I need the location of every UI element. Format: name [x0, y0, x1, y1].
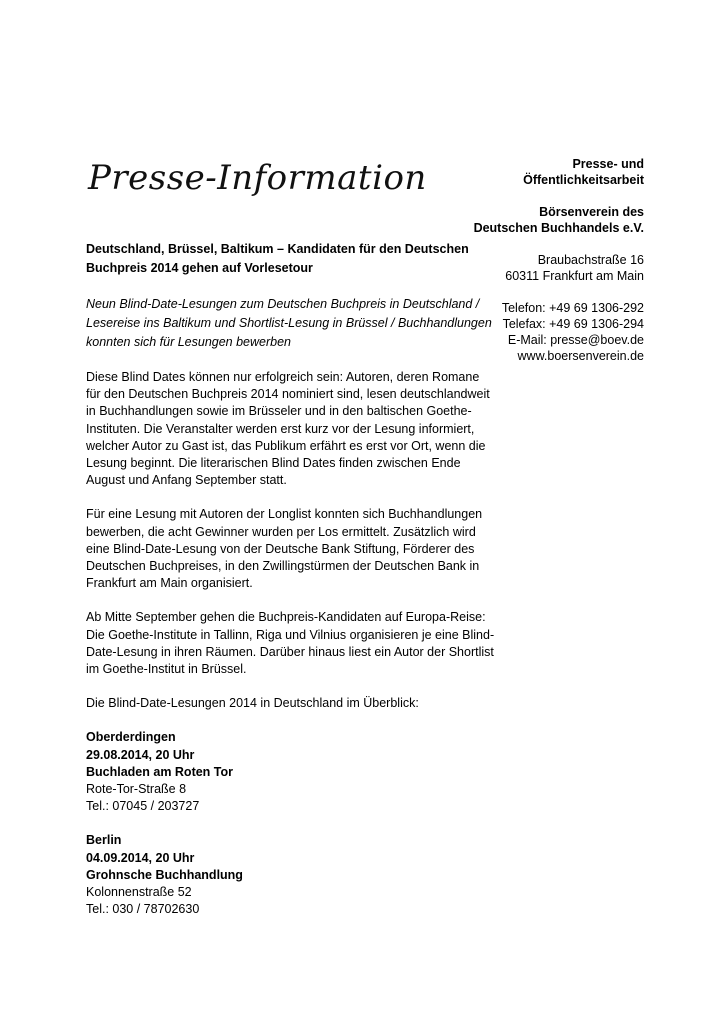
fax-number: Telefax: +49 69 1306-294: [502, 317, 644, 331]
city-address: 60311 Frankfurt am Main: [505, 269, 644, 283]
article-paragraph-4: Die Blind-Date-Lesungen 2014 in Deutschland im Überblick:: [86, 696, 419, 711]
department-line-1: Presse- und: [572, 157, 644, 171]
event-phone: Tel.: 07045 / 203727: [86, 799, 200, 814]
event-venue: Buchladen am Roten Tor: [86, 764, 234, 779]
event-venue: Grohnsche Buchhandlung: [86, 867, 243, 882]
street-address: Braubachstraße 16: [537, 253, 644, 267]
presse-information-logo: Presse-Information: [88, 158, 427, 198]
article-paragraph-3: Ab Mitte September gehen die Buchpreis-Kandidaten auf Europa-Reise: Die Goethe-Institute in Tallinn, Riga und Vilnius organisieren je eine Blind-Date-Lesung in ihren Räumen. Darüber hinaus liest ein Autor der Shortlist im Goethe-Institut in Brüssel.: [86, 610, 495, 677]
department-line-2: Öffentlichkeitsarbeit: [523, 173, 644, 187]
event-city: Berlin: [86, 833, 122, 848]
event-address: Kolonnenstraße 52: [86, 885, 192, 900]
event-phone: Tel.: 030 / 78702630: [86, 902, 200, 917]
phone-number: Telefon: +49 69 1306-292: [501, 301, 644, 315]
article-headline: Deutschland, Brüssel, Baltikum – Kandidaten für den Deutschen Buchpreis 2014 gehen auf Vorlesetour: [86, 242, 469, 275]
event-datetime: 29.08.2014, 20 Uhr: [86, 747, 195, 762]
website-url: www.boersenverein.de: [517, 349, 644, 363]
article-paragraph-2: Für eine Lesung mit Autoren der Longlist konnten sich Buchhandlungen bewerben, die acht Gewinner wurden per Los ermittelt. Zusätzlich wird eine Blind-Date-Lesung von der Deutsche Bank Stiftung, Förderer des Deutschen Buchpreises, in den Zwillingstürmen der Deutschen Bank in Frankfurt am Main organisiert.: [86, 507, 483, 591]
department-block: [424, 156, 644, 188]
event-city: Oberderdingen: [86, 730, 176, 745]
email-address: E-Mail: presse@boev.de: [507, 333, 644, 347]
event-datetime: 04.09.2014, 20 Uhr: [86, 850, 195, 865]
article-body: [86, 240, 496, 935]
organization-line-2: Deutschen Buchhandels e.V.: [473, 221, 644, 235]
organization-block: [424, 204, 644, 236]
article-lead: Neun Blind-Date-Lesungen zum Deutschen Buchpreis in Deutschland / Lesereise ins Baltikum und Shortlist-Lesung in Brüssel / Buchhandlungen konnten sich für Lesungen bewerben: [86, 297, 492, 349]
event-listing-oberderdingen: [86, 729, 496, 815]
article-paragraph-1: Diese Blind Dates können nur erfolgreich sein: Autoren, deren Romane für den Deutschen Buchpreis 2014 nominiert sind, lesen deutschlandweit in Buchhandlungen sowie im Brüsseler und in den baltischen Goethe-Instituten. Die Veranstalter werden erst kurz vor der Lesung informiert, welcher Autor zu Gast ist, das Publikum erfährt es erst vor Ort, wenn die Lesung beginnt. Die literarischen Blind Dates finden zwischen Ende August und Anfang September statt.: [86, 370, 490, 488]
event-listing-berlin: [86, 832, 496, 918]
event-address: Rote-Tor-Straße 8: [86, 782, 187, 797]
organization-line-1: Börsenverein des: [539, 205, 644, 219]
